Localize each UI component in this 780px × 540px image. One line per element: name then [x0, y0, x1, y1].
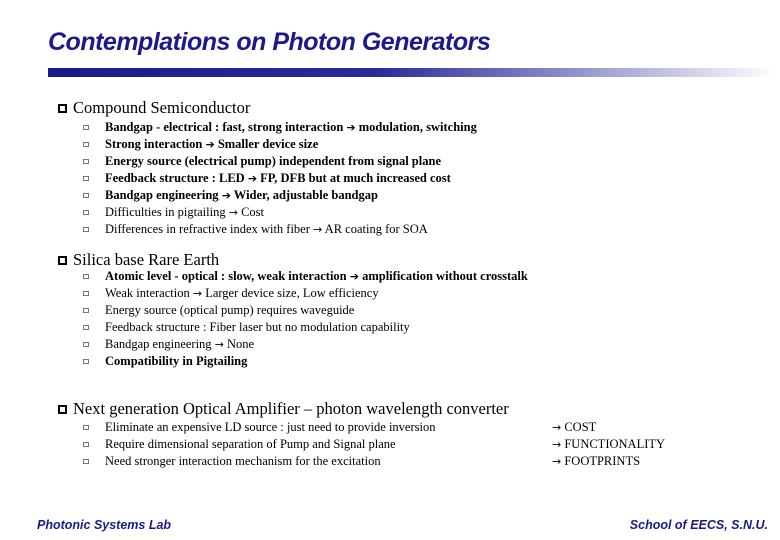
right-arrow-icon: →: [552, 455, 562, 468]
item-text-tail: FP, DFB but at much increased cost: [257, 171, 451, 185]
hollow-square-bullet-icon: [83, 159, 89, 164]
hollow-square-bullet-icon: [83, 227, 89, 232]
list-item-text: [105, 120, 477, 135]
slide-title: Contemplations on Photon Generators: [48, 28, 491, 56]
right-annotations: [552, 420, 665, 471]
right-arrow-icon: →: [214, 338, 224, 351]
annotation-item: [552, 420, 665, 437]
item-text-lead: Compatibility in Pigtailing: [105, 354, 248, 368]
hollow-square-bullet-icon: [83, 325, 89, 330]
item-text-lead: Energy source (optical pump) requires waveguide: [105, 303, 355, 317]
item-text-lead: Require dimensional separation of Pump and Signal plane: [105, 437, 396, 451]
list-item-text: [105, 286, 379, 301]
hollow-square-bullet-icon: [83, 459, 89, 464]
hollow-square-bullet-icon: [83, 142, 89, 147]
hollow-square-bullet-icon: [83, 425, 89, 430]
item-text-tail: None: [223, 337, 255, 351]
list-item-text: [105, 420, 435, 435]
right-arrow-icon: ➔: [205, 138, 215, 151]
list-item-text: [105, 154, 441, 169]
hollow-square-bullet-icon: [83, 342, 89, 347]
item-text-tail: Smaller device size: [214, 137, 319, 151]
annotation-item: [552, 437, 665, 454]
section-title: Next generation Optical Amplifier – photon wavelength converter: [73, 399, 509, 418]
list-item-text: [105, 303, 354, 318]
list-item-text: [105, 354, 247, 369]
annotation-text: FOOTPRINTS: [561, 454, 641, 468]
footer-school-name: School of EECS, S.N.U.: [629, 518, 768, 532]
annotation-text: COST: [561, 420, 597, 434]
list-item-text: [105, 205, 264, 220]
hollow-square-bullet-icon: [83, 442, 89, 447]
square-bullet-icon: [58, 405, 67, 414]
list-item-text: [105, 269, 528, 284]
item-text-lead: Bandgap - electrical : fast, strong interaction: [105, 120, 347, 134]
right-arrow-icon: →: [228, 206, 238, 219]
item-text-tail: Wider, adjustable bandgap: [230, 188, 378, 202]
right-arrow-icon: ➔: [221, 189, 231, 202]
item-text-lead: Strong interaction: [105, 137, 206, 151]
footer-lab-name: Photonic Systems Lab: [37, 518, 172, 532]
item-text-lead: Feedback structure : LED: [105, 171, 248, 185]
section-title: Silica base Rare Earth: [73, 250, 220, 269]
section-title: Compound Semiconductor: [73, 98, 251, 117]
right-arrow-icon: ➔: [346, 121, 356, 134]
list-item-text: [105, 171, 451, 186]
item-text-tail: Larger device size, Low efficiency: [202, 286, 379, 300]
item-text-lead: Energy source (electrical pump) independent from signal plane: [105, 154, 441, 168]
hollow-square-bullet-icon: [83, 125, 89, 130]
list-item-text: [105, 437, 396, 452]
list-item-text: [105, 454, 381, 469]
list-item-text: [105, 337, 254, 352]
hollow-square-bullet-icon: [83, 359, 89, 364]
title-underline-bar: [48, 68, 776, 77]
hollow-square-bullet-icon: [83, 193, 89, 198]
list-item-text: [105, 188, 378, 203]
right-arrow-icon: ➔: [349, 270, 359, 283]
hollow-square-bullet-icon: [83, 291, 89, 296]
item-text-lead: Need stronger interaction mechanism for the excitation: [105, 454, 381, 468]
item-text-tail: Cost: [237, 205, 264, 219]
item-text-tail: modulation, switching: [355, 120, 477, 134]
item-text-lead: Weak interaction: [105, 286, 193, 300]
item-text-lead: Feedback structure : Fiber laser but no modulation capability: [105, 320, 410, 334]
item-text-tail: amplification without crosstalk: [358, 269, 528, 283]
right-arrow-icon: →: [313, 223, 323, 236]
square-bullet-icon: [58, 256, 67, 265]
item-text-lead: Eliminate an expensive LD source : just need to provide inversion: [105, 420, 436, 434]
right-arrow-icon: →: [552, 438, 562, 451]
hollow-square-bullet-icon: [83, 274, 89, 279]
annotation-text: FUNCTIONALITY: [561, 437, 666, 451]
right-arrow-icon: ➔: [247, 172, 258, 185]
item-text-lead: Differences in refractive index with fiber: [105, 222, 314, 236]
item-text-lead: Bandgap engineering: [105, 188, 222, 202]
item-text-tail: AR coating for SOA: [322, 222, 428, 236]
right-arrow-icon: →: [192, 287, 203, 300]
square-bullet-icon: [58, 104, 67, 113]
right-arrow-icon: →: [552, 421, 562, 434]
list-item-text: [105, 222, 428, 237]
annotation-item: [552, 454, 665, 471]
list-item-text: [105, 320, 410, 335]
hollow-square-bullet-icon: [83, 176, 89, 181]
list-item-text: [105, 137, 318, 152]
hollow-square-bullet-icon: [83, 308, 89, 313]
item-text-lead: Atomic level - optical : slow, weak interaction: [105, 269, 350, 283]
hollow-square-bullet-icon: [83, 210, 89, 215]
item-text-lead: Bandgap engineering: [105, 337, 215, 351]
item-text-lead: Difficulties in pigtailing: [105, 205, 229, 219]
